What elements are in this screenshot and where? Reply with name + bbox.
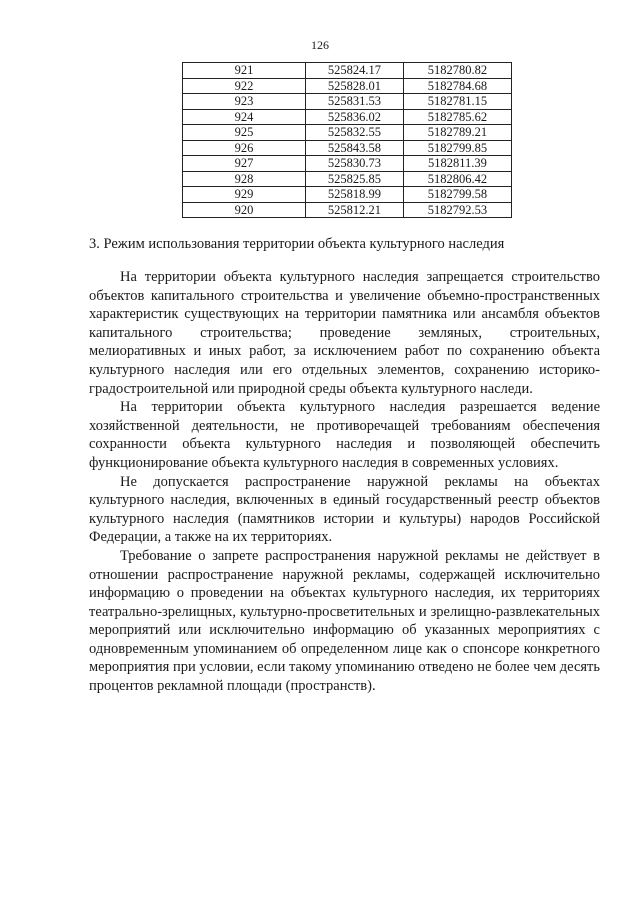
- x-coordinate-cell: 525824.17: [305, 63, 403, 79]
- table-row: [183, 125, 512, 141]
- paragraph: Требование о запрете распространения наружной рекламы не действует в отношении распространение наружной рекламы, содержащей исключительно информацию о проведении на объектах культурного наследия, их территориях театрально-зрелищных, культурно-просветительных и зрелищно-развлекательных мероприятий или исключительно информацию об указанных мероприятиях с одновременным упоминанием об определенном лице как о спонсоре конкретного мероприятия при условии, если такому упоминанию отведено не более чем десять процентов рекламной площади (пространств).: [89, 547, 600, 695]
- table-row: [183, 109, 512, 125]
- point-number-cell: 922: [183, 78, 306, 94]
- section-body: [89, 268, 600, 696]
- paragraph: Не допускается распространение наружной рекламы на объектах культурного наследия, включенных в единый государственный реестр объектов культурного наследия (памятников истории и культуры) народов Российской Федерации, а также на их территориях.: [89, 473, 600, 546]
- y-coordinate-cell: 5182785.62: [403, 109, 511, 125]
- table-row: [183, 156, 512, 172]
- point-number-cell: 926: [183, 140, 306, 156]
- paragraph: На территории объекта культурного наследия запрещается строительство объектов капитального строительства и увеличение объемно-пространственных характеристик существующих на территории памятника или ансамбля объектов капитального строительства; проведение земляных, строительных, мелиоративных и иных работ, за исключением работ по сохранению объекта культурного наследия или его отдельных элементов, сохранению историко-градостроительной или природной среды объекта культурного наследи.: [89, 269, 600, 397]
- point-number-cell: 927: [183, 156, 306, 172]
- point-number-cell: 920: [183, 202, 306, 218]
- x-coordinate-cell: 525828.01: [305, 78, 403, 94]
- point-number-cell: 923: [183, 94, 306, 110]
- point-number-cell: 929: [183, 187, 306, 203]
- point-number-cell: 924: [183, 109, 306, 125]
- x-coordinate-cell: 525836.02: [305, 109, 403, 125]
- x-coordinate-cell: 525812.21: [305, 202, 403, 218]
- point-number-cell: 928: [183, 171, 306, 187]
- coordinates-table-body: [183, 63, 512, 218]
- paragraph: На территории объекта культурного наследия разрешается ведение хозяйственной деятельности, не противоречащей требованиям обеспечения сохранности объекта культурного наследия и позволяющей обеспечить функционирование объекта культурного наследия в современных условиях.: [89, 399, 600, 471]
- section-heading: 3. Режим использования территории объекта культурного наследия: [89, 236, 505, 252]
- y-coordinate-cell: 5182780.82: [403, 63, 511, 79]
- x-coordinate-cell: 525843.58: [305, 140, 403, 156]
- y-coordinate-cell: 5182806.42: [403, 171, 511, 187]
- table-row: [183, 202, 512, 218]
- page-number: 126: [311, 38, 329, 52]
- y-coordinate-cell: 5182792.53: [403, 202, 511, 218]
- x-coordinate-cell: 525818.99: [305, 187, 403, 203]
- table-row: [183, 63, 512, 79]
- x-coordinate-cell: 525830.73: [305, 156, 403, 172]
- y-coordinate-cell: 5182811.39: [403, 156, 511, 172]
- x-coordinate-cell: 525831.53: [305, 94, 403, 110]
- table-row: [183, 140, 512, 156]
- table-row: [183, 94, 512, 110]
- y-coordinate-cell: 5182784.68: [403, 78, 511, 94]
- y-coordinate-cell: 5182789.21: [403, 125, 511, 141]
- coordinates-table: [182, 62, 512, 218]
- x-coordinate-cell: 525825.85: [305, 171, 403, 187]
- y-coordinate-cell: 5182781.15: [403, 94, 511, 110]
- x-coordinate-cell: 525832.55: [305, 125, 403, 141]
- y-coordinate-cell: 5182799.58: [403, 187, 511, 203]
- table-row: [183, 187, 512, 203]
- point-number-cell: 921: [183, 63, 306, 79]
- table-row: [183, 78, 512, 94]
- table-row: [183, 171, 512, 187]
- point-number-cell: 925: [183, 125, 306, 141]
- y-coordinate-cell: 5182799.85: [403, 140, 511, 156]
